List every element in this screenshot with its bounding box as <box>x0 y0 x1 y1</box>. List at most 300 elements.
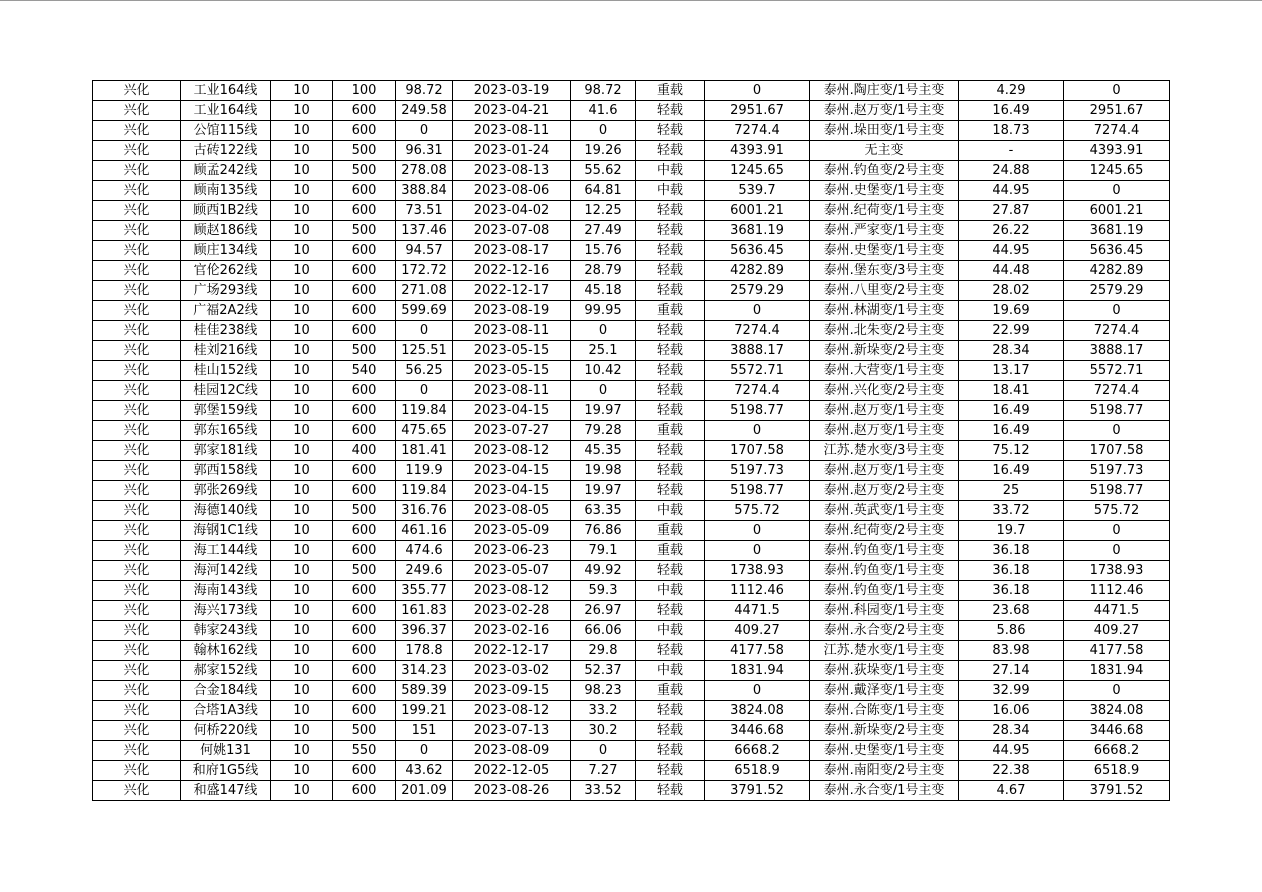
cell-remaining-capacity: 3681.19 <box>1064 221 1170 241</box>
cell-date: 2023-08-11 <box>453 321 571 341</box>
cell-date: 2023-04-02 <box>453 201 571 221</box>
cell-region: 兴化 <box>93 381 181 401</box>
cell-load-status: 轻载 <box>636 321 705 341</box>
cell-voltage: 10 <box>271 721 333 741</box>
cell-load-status: 中载 <box>636 181 705 201</box>
cell-capacity: 400 <box>333 441 396 461</box>
cell-transformer: 泰州.赵万变/2号主变 <box>810 481 959 501</box>
cell-transformer-rate: 18.73 <box>959 121 1064 141</box>
table-row <box>93 361 1170 381</box>
cell-capacity: 500 <box>333 501 396 521</box>
cell-transformer: 泰州.北朱变/2号主变 <box>810 321 959 341</box>
cell-voltage: 10 <box>271 141 333 161</box>
cell-voltage: 10 <box>271 481 333 501</box>
cell-region: 兴化 <box>93 421 181 441</box>
cell-capacity: 600 <box>333 301 396 321</box>
cell-max-load: 278.08 <box>396 161 453 181</box>
cell-date: 2023-08-12 <box>453 441 571 461</box>
cell-voltage: 10 <box>271 301 333 321</box>
table-row <box>93 141 1170 161</box>
table-row <box>93 381 1170 401</box>
cell-capacity: 600 <box>333 781 396 801</box>
cell-available-capacity: 1738.93 <box>705 561 810 581</box>
cell-load-status: 重载 <box>636 421 705 441</box>
cell-load-rate: 15.76 <box>571 241 636 261</box>
cell-load-status: 轻载 <box>636 641 705 661</box>
cell-region: 兴化 <box>93 721 181 741</box>
cell-date: 2022-12-17 <box>453 641 571 661</box>
cell-transformer-rate: 44.95 <box>959 741 1064 761</box>
cell-transformer: 泰州.南阳变/2号主变 <box>810 761 959 781</box>
table-row <box>93 241 1170 261</box>
cell-voltage: 10 <box>271 521 333 541</box>
cell-transformer: 泰州.荻垛变/1号主变 <box>810 661 959 681</box>
cell-max-load: 56.25 <box>396 361 453 381</box>
cell-available-capacity: 6668.2 <box>705 741 810 761</box>
cell-max-load: 98.72 <box>396 81 453 101</box>
cell-max-load: 137.46 <box>396 221 453 241</box>
cell-capacity: 540 <box>333 361 396 381</box>
cell-transformer: 泰州.史堡变/1号主变 <box>810 181 959 201</box>
cell-voltage: 10 <box>271 661 333 681</box>
cell-remaining-capacity: 7274.4 <box>1064 321 1170 341</box>
cell-region: 兴化 <box>93 281 181 301</box>
cell-transformer-rate: 24.88 <box>959 161 1064 181</box>
cell-transformer: 泰州.大营变/1号主变 <box>810 361 959 381</box>
page-top-border <box>0 0 1262 1</box>
cell-available-capacity: 1707.58 <box>705 441 810 461</box>
cell-capacity: 500 <box>333 221 396 241</box>
table-row <box>93 761 1170 781</box>
cell-max-load: 161.83 <box>396 601 453 621</box>
cell-region: 兴化 <box>93 441 181 461</box>
cell-load-rate: 19.97 <box>571 481 636 501</box>
cell-available-capacity: 0 <box>705 521 810 541</box>
table-row <box>93 321 1170 341</box>
cell-max-load: 125.51 <box>396 341 453 361</box>
cell-feeder-name: 何姚131 <box>181 741 271 761</box>
cell-available-capacity: 0 <box>705 301 810 321</box>
cell-load-status: 轻载 <box>636 241 705 261</box>
cell-region: 兴化 <box>93 621 181 641</box>
cell-transformer-rate: 23.68 <box>959 601 1064 621</box>
cell-feeder-name: 翰林162线 <box>181 641 271 661</box>
cell-load-status: 轻载 <box>636 481 705 501</box>
cell-date: 2023-08-11 <box>453 381 571 401</box>
cell-remaining-capacity: 1245.65 <box>1064 161 1170 181</box>
table-row <box>93 781 1170 801</box>
cell-remaining-capacity: 6518.9 <box>1064 761 1170 781</box>
cell-transformer-rate: - <box>959 141 1064 161</box>
cell-load-rate: 63.35 <box>571 501 636 521</box>
cell-capacity: 600 <box>333 121 396 141</box>
cell-max-load: 0 <box>396 121 453 141</box>
cell-remaining-capacity: 4282.89 <box>1064 261 1170 281</box>
table-row <box>93 681 1170 701</box>
cell-max-load: 43.62 <box>396 761 453 781</box>
cell-load-status: 轻载 <box>636 461 705 481</box>
cell-date: 2023-08-12 <box>453 701 571 721</box>
cell-feeder-name: 顾南135线 <box>181 181 271 201</box>
cell-capacity: 600 <box>333 481 396 501</box>
cell-voltage: 10 <box>271 361 333 381</box>
cell-transformer-rate: 25 <box>959 481 1064 501</box>
cell-load-status: 重载 <box>636 521 705 541</box>
cell-remaining-capacity: 409.27 <box>1064 621 1170 641</box>
cell-transformer: 泰州.赵万变/1号主变 <box>810 421 959 441</box>
cell-transformer: 泰州.纪荷变/1号主变 <box>810 201 959 221</box>
cell-feeder-name: 海南143线 <box>181 581 271 601</box>
cell-transformer: 泰州.纪荷变/2号主变 <box>810 521 959 541</box>
cell-transformer: 泰州.永合变/2号主变 <box>810 621 959 641</box>
cell-max-load: 314.23 <box>396 661 453 681</box>
cell-feeder-name: 郭东165线 <box>181 421 271 441</box>
table-row <box>93 561 1170 581</box>
cell-remaining-capacity: 2579.29 <box>1064 281 1170 301</box>
cell-transformer-rate: 83.98 <box>959 641 1064 661</box>
cell-feeder-name: 古砖122线 <box>181 141 271 161</box>
cell-feeder-name: 和府1G5线 <box>181 761 271 781</box>
cell-remaining-capacity: 575.72 <box>1064 501 1170 521</box>
cell-available-capacity: 3888.17 <box>705 341 810 361</box>
cell-voltage: 10 <box>271 701 333 721</box>
cell-load-status: 重载 <box>636 81 705 101</box>
cell-load-status: 轻载 <box>636 261 705 281</box>
cell-transformer: 泰州.兴化变/2号主变 <box>810 381 959 401</box>
cell-region: 兴化 <box>93 361 181 381</box>
cell-date: 2023-08-12 <box>453 581 571 601</box>
cell-available-capacity: 5198.77 <box>705 401 810 421</box>
cell-voltage: 10 <box>271 161 333 181</box>
cell-load-status: 轻载 <box>636 101 705 121</box>
cell-region: 兴化 <box>93 541 181 561</box>
cell-max-load: 119.84 <box>396 481 453 501</box>
cell-remaining-capacity: 3446.68 <box>1064 721 1170 741</box>
cell-capacity: 550 <box>333 741 396 761</box>
cell-transformer: 泰州.垛田变/1号主变 <box>810 121 959 141</box>
cell-voltage: 10 <box>271 401 333 421</box>
cell-transformer-rate: 22.99 <box>959 321 1064 341</box>
cell-remaining-capacity: 4471.5 <box>1064 601 1170 621</box>
cell-transformer-rate: 18.41 <box>959 381 1064 401</box>
cell-remaining-capacity: 1831.94 <box>1064 661 1170 681</box>
cell-transformer-rate: 36.18 <box>959 561 1064 581</box>
cell-region: 兴化 <box>93 341 181 361</box>
cell-available-capacity: 3791.52 <box>705 781 810 801</box>
cell-region: 兴化 <box>93 561 181 581</box>
cell-transformer: 泰州.新垛变/2号主变 <box>810 721 959 741</box>
cell-capacity: 500 <box>333 341 396 361</box>
cell-remaining-capacity: 0 <box>1064 81 1170 101</box>
cell-load-rate: 33.2 <box>571 701 636 721</box>
table-row <box>93 421 1170 441</box>
cell-available-capacity: 1245.65 <box>705 161 810 181</box>
cell-voltage: 10 <box>271 381 333 401</box>
cell-transformer-rate: 32.99 <box>959 681 1064 701</box>
cell-transformer: 江苏.楚水变/1号主变 <box>810 641 959 661</box>
cell-region: 兴化 <box>93 681 181 701</box>
cell-load-rate: 99.95 <box>571 301 636 321</box>
cell-transformer: 泰州.赵万变/1号主变 <box>810 401 959 421</box>
cell-available-capacity: 4177.58 <box>705 641 810 661</box>
cell-capacity: 600 <box>333 681 396 701</box>
cell-load-status: 轻载 <box>636 701 705 721</box>
cell-region: 兴化 <box>93 661 181 681</box>
table-row <box>93 201 1170 221</box>
cell-feeder-name: 海工144线 <box>181 541 271 561</box>
cell-voltage: 10 <box>271 241 333 261</box>
cell-load-status: 重载 <box>636 301 705 321</box>
cell-available-capacity: 7274.4 <box>705 321 810 341</box>
cell-remaining-capacity: 0 <box>1064 181 1170 201</box>
cell-date: 2023-05-07 <box>453 561 571 581</box>
cell-available-capacity: 6518.9 <box>705 761 810 781</box>
cell-region: 兴化 <box>93 321 181 341</box>
cell-transformer-rate: 27.87 <box>959 201 1064 221</box>
cell-capacity: 600 <box>333 381 396 401</box>
cell-remaining-capacity: 0 <box>1064 521 1170 541</box>
table-row <box>93 541 1170 561</box>
cell-load-status: 轻载 <box>636 361 705 381</box>
cell-voltage: 10 <box>271 101 333 121</box>
cell-feeder-name: 何桥220线 <box>181 721 271 741</box>
cell-load-rate: 19.97 <box>571 401 636 421</box>
table-row <box>93 641 1170 661</box>
cell-remaining-capacity: 6668.2 <box>1064 741 1170 761</box>
cell-load-status: 轻载 <box>636 761 705 781</box>
cell-date: 2023-06-23 <box>453 541 571 561</box>
cell-region: 兴化 <box>93 781 181 801</box>
cell-feeder-name: 郭张269线 <box>181 481 271 501</box>
cell-date: 2023-02-28 <box>453 601 571 621</box>
cell-load-status: 轻载 <box>636 341 705 361</box>
cell-available-capacity: 0 <box>705 81 810 101</box>
cell-region: 兴化 <box>93 81 181 101</box>
feeder-load-table <box>92 80 1170 801</box>
cell-load-status: 中载 <box>636 581 705 601</box>
table-row <box>93 161 1170 181</box>
cell-load-rate: 25.1 <box>571 341 636 361</box>
cell-available-capacity: 4282.89 <box>705 261 810 281</box>
cell-max-load: 249.6 <box>396 561 453 581</box>
cell-voltage: 10 <box>271 681 333 701</box>
cell-load-status: 轻载 <box>636 141 705 161</box>
cell-load-status: 重载 <box>636 541 705 561</box>
cell-feeder-name: 广福2A2线 <box>181 301 271 321</box>
table-row <box>93 121 1170 141</box>
cell-date: 2023-08-11 <box>453 121 571 141</box>
cell-max-load: 355.77 <box>396 581 453 601</box>
cell-date: 2022-12-17 <box>453 281 571 301</box>
cell-remaining-capacity: 5572.71 <box>1064 361 1170 381</box>
cell-load-status: 中载 <box>636 161 705 181</box>
cell-voltage: 10 <box>271 441 333 461</box>
cell-transformer: 泰州.陶庄变/1号主变 <box>810 81 959 101</box>
cell-date: 2023-08-26 <box>453 781 571 801</box>
cell-transformer: 泰州.永合变/1号主变 <box>810 781 959 801</box>
cell-capacity: 600 <box>333 541 396 561</box>
table-row <box>93 661 1170 681</box>
cell-transformer: 泰州.赵万变/1号主变 <box>810 101 959 121</box>
cell-feeder-name: 顾赵186线 <box>181 221 271 241</box>
cell-load-status: 轻载 <box>636 281 705 301</box>
cell-voltage: 10 <box>271 281 333 301</box>
cell-transformer: 泰州.钓鱼变/1号主变 <box>810 561 959 581</box>
cell-transformer-rate: 5.86 <box>959 621 1064 641</box>
cell-transformer-rate: 22.38 <box>959 761 1064 781</box>
cell-load-status: 轻载 <box>636 121 705 141</box>
cell-transformer: 泰州.堡东变/3号主变 <box>810 261 959 281</box>
cell-remaining-capacity: 5198.77 <box>1064 401 1170 421</box>
cell-transformer-rate: 36.18 <box>959 581 1064 601</box>
cell-date: 2023-05-15 <box>453 341 571 361</box>
cell-date: 2023-02-16 <box>453 621 571 641</box>
cell-capacity: 600 <box>333 281 396 301</box>
cell-transformer-rate: 36.18 <box>959 541 1064 561</box>
table-row <box>93 521 1170 541</box>
cell-load-status: 轻载 <box>636 561 705 581</box>
cell-available-capacity: 4471.5 <box>705 601 810 621</box>
cell-voltage: 10 <box>271 781 333 801</box>
cell-available-capacity: 3681.19 <box>705 221 810 241</box>
cell-date: 2023-09-15 <box>453 681 571 701</box>
cell-feeder-name: 官伦262线 <box>181 261 271 281</box>
cell-transformer-rate: 44.48 <box>959 261 1064 281</box>
cell-feeder-name: 和盛147线 <box>181 781 271 801</box>
cell-transformer-rate: 26.22 <box>959 221 1064 241</box>
cell-max-load: 172.72 <box>396 261 453 281</box>
cell-load-rate: 30.2 <box>571 721 636 741</box>
cell-region: 兴化 <box>93 581 181 601</box>
cell-feeder-name: 合塔1A3线 <box>181 701 271 721</box>
cell-voltage: 10 <box>271 541 333 561</box>
table-row <box>93 501 1170 521</box>
cell-max-load: 474.6 <box>396 541 453 561</box>
cell-voltage: 10 <box>271 341 333 361</box>
cell-transformer: 泰州.史堡变/1号主变 <box>810 241 959 261</box>
cell-transformer-rate: 44.95 <box>959 241 1064 261</box>
cell-region: 兴化 <box>93 221 181 241</box>
cell-load-rate: 26.97 <box>571 601 636 621</box>
cell-remaining-capacity: 3791.52 <box>1064 781 1170 801</box>
cell-capacity: 600 <box>333 621 396 641</box>
cell-max-load: 119.9 <box>396 461 453 481</box>
cell-voltage: 10 <box>271 621 333 641</box>
cell-region: 兴化 <box>93 141 181 161</box>
table-row <box>93 401 1170 421</box>
cell-date: 2023-08-13 <box>453 161 571 181</box>
cell-load-rate: 64.81 <box>571 181 636 201</box>
cell-region: 兴化 <box>93 701 181 721</box>
cell-capacity: 600 <box>333 201 396 221</box>
cell-feeder-name: 桂园12C线 <box>181 381 271 401</box>
cell-load-rate: 7.27 <box>571 761 636 781</box>
cell-remaining-capacity: 1707.58 <box>1064 441 1170 461</box>
cell-load-rate: 45.35 <box>571 441 636 461</box>
cell-feeder-name: 桂山152线 <box>181 361 271 381</box>
cell-transformer-rate: 4.67 <box>959 781 1064 801</box>
cell-transformer: 泰州.严家变/1号主变 <box>810 221 959 241</box>
cell-voltage: 10 <box>271 741 333 761</box>
cell-transformer: 泰州.合陈变/1号主变 <box>810 701 959 721</box>
cell-max-load: 0 <box>396 321 453 341</box>
cell-available-capacity: 5197.73 <box>705 461 810 481</box>
cell-transformer-rate: 75.12 <box>959 441 1064 461</box>
cell-feeder-name: 桂刘216线 <box>181 341 271 361</box>
cell-remaining-capacity: 6001.21 <box>1064 201 1170 221</box>
cell-transformer: 无主变 <box>810 141 959 161</box>
cell-remaining-capacity: 3824.08 <box>1064 701 1170 721</box>
table-body <box>93 81 1170 801</box>
cell-capacity: 600 <box>333 401 396 421</box>
cell-voltage: 10 <box>271 121 333 141</box>
cell-date: 2023-07-13 <box>453 721 571 741</box>
cell-load-status: 中载 <box>636 621 705 641</box>
cell-available-capacity: 0 <box>705 681 810 701</box>
cell-transformer-rate: 16.49 <box>959 461 1064 481</box>
cell-transformer: 泰州.新垛变/2号主变 <box>810 341 959 361</box>
cell-remaining-capacity: 5198.77 <box>1064 481 1170 501</box>
cell-capacity: 600 <box>333 761 396 781</box>
cell-available-capacity: 3446.68 <box>705 721 810 741</box>
cell-load-rate: 28.79 <box>571 261 636 281</box>
cell-feeder-name: 桂佳238线 <box>181 321 271 341</box>
cell-available-capacity: 0 <box>705 421 810 441</box>
cell-capacity: 600 <box>333 421 396 441</box>
cell-available-capacity: 539.7 <box>705 181 810 201</box>
cell-region: 兴化 <box>93 101 181 121</box>
cell-capacity: 600 <box>333 261 396 281</box>
cell-voltage: 10 <box>271 421 333 441</box>
cell-available-capacity: 7274.4 <box>705 381 810 401</box>
cell-transformer-rate: 16.49 <box>959 401 1064 421</box>
cell-load-rate: 41.6 <box>571 101 636 121</box>
cell-load-status: 重载 <box>636 681 705 701</box>
cell-load-rate: 76.86 <box>571 521 636 541</box>
cell-feeder-name: 工业164线 <box>181 101 271 121</box>
cell-transformer-rate: 4.29 <box>959 81 1064 101</box>
cell-date: 2023-01-24 <box>453 141 571 161</box>
cell-date: 2023-03-02 <box>453 661 571 681</box>
cell-date: 2023-08-05 <box>453 501 571 521</box>
cell-load-rate: 52.37 <box>571 661 636 681</box>
cell-available-capacity: 3824.08 <box>705 701 810 721</box>
cell-voltage: 10 <box>271 201 333 221</box>
table-row <box>93 621 1170 641</box>
cell-load-status: 轻载 <box>636 401 705 421</box>
cell-date: 2023-08-06 <box>453 181 571 201</box>
cell-max-load: 316.76 <box>396 501 453 521</box>
cell-feeder-name: 郝家152线 <box>181 661 271 681</box>
cell-transformer: 泰州.赵万变/1号主变 <box>810 461 959 481</box>
cell-transformer-rate: 16.49 <box>959 101 1064 121</box>
cell-available-capacity: 575.72 <box>705 501 810 521</box>
cell-voltage: 10 <box>271 321 333 341</box>
cell-load-status: 中载 <box>636 661 705 681</box>
table-row <box>93 601 1170 621</box>
cell-capacity: 600 <box>333 181 396 201</box>
cell-max-load: 0 <box>396 381 453 401</box>
cell-feeder-name: 海德140线 <box>181 501 271 521</box>
cell-load-status: 轻载 <box>636 441 705 461</box>
cell-transformer: 江苏.楚水变/3号主变 <box>810 441 959 461</box>
cell-region: 兴化 <box>93 761 181 781</box>
cell-max-load: 151 <box>396 721 453 741</box>
cell-transformer: 泰州.科园变/1号主变 <box>810 601 959 621</box>
cell-max-load: 461.16 <box>396 521 453 541</box>
cell-feeder-name: 顾庄134线 <box>181 241 271 261</box>
cell-max-load: 271.08 <box>396 281 453 301</box>
